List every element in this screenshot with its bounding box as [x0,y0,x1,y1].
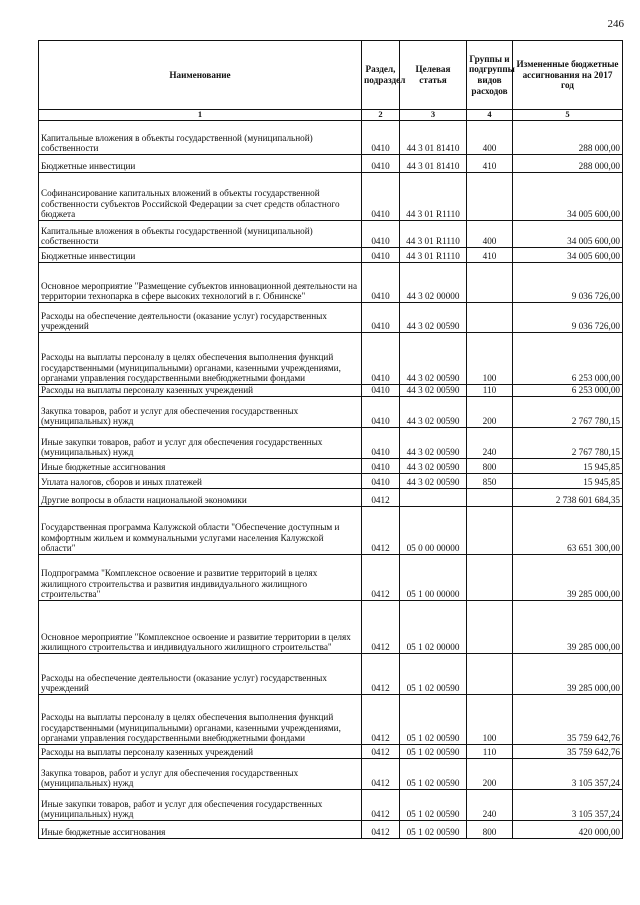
row-target: 44 3 02 00590 [400,385,467,397]
header-target: Целевая статья [400,41,467,110]
row-group: 100 [467,333,513,385]
row-section: 0410 [362,428,400,459]
table-row [39,263,623,303]
table-row [39,303,623,333]
row-section: 0410 [362,303,400,333]
row-amount: 6 253 000,00 [513,385,623,397]
row-group: 850 [467,474,513,489]
row-section: 0410 [362,221,400,248]
header-section: Раздел, подраздел [362,41,400,110]
row-name: Иные закупки товаров, работ и услуг для обеспечения государственных (муниципальных) нужд [39,428,362,459]
table-row [39,121,623,155]
row-group: 400 [467,221,513,248]
header-groups: Группы и подгруппы видов расходов [467,41,513,110]
row-name: Расходы на выплаты персоналу казенных учреждений [39,385,362,397]
row-target: 44 3 02 00590 [400,474,467,489]
row-section: 0412 [362,489,400,507]
row-target: 05 1 02 00590 [400,745,467,759]
row-name: Расходы на выплаты персоналу казенных учреждений [39,745,362,759]
row-name: Расходы на выплаты персоналу в целях обеспечения выполнения функций государственными (муниципальными) органами, казенными учреждениями, органами управления государственными внебюджетными фондами [39,695,362,745]
row-target: 44 3 01 R1110 [400,221,467,248]
row-target: 44 3 01 R1110 [400,173,467,221]
row-target: 05 1 02 00590 [400,790,467,821]
row-section: 0410 [362,155,400,173]
table-row [39,385,623,397]
row-target: 44 3 01 81410 [400,155,467,173]
row-group [467,601,513,654]
row-section: 0410 [362,121,400,155]
row-name: Подпрограмма "Комплексное освоение и развитие территорий в целях жилищного строительства и развития индивидуального жилищного строительства" [39,555,362,601]
row-amount: 9 036 726,00 [513,263,623,303]
row-group [467,489,513,507]
header-name: Наименование [39,41,362,110]
table-row [39,695,623,745]
row-section: 0412 [362,759,400,790]
row-group: 410 [467,155,513,173]
column-number: 3 [400,110,467,121]
row-target: 44 3 02 00590 [400,397,467,428]
row-name: Государственная программа Калужской области "Обеспечение доступным и комфортным жильем и коммунальными услугами населения Калужской области" [39,507,362,555]
row-group: 200 [467,397,513,428]
table-row [39,745,623,759]
row-name: Закупка товаров, работ и услуг для обеспечения государственных (муниципальных) нужд [39,397,362,428]
row-group: 200 [467,759,513,790]
table-header-row [39,41,623,110]
column-number: 5 [513,110,623,121]
page-number: 246 [607,18,624,30]
row-amount: 34 005 600,00 [513,221,623,248]
row-name: Расходы на обеспечение деятельности (оказание услуг) государственных учреждений [39,303,362,333]
row-section: 0410 [362,248,400,263]
row-target: 05 1 02 00590 [400,654,467,695]
column-number: 2 [362,110,400,121]
row-section: 0410 [362,173,400,221]
row-section: 0410 [362,459,400,474]
row-name: Основное мероприятие "Комплексное освоение и развитие территории в целях жилищного строительства и индивидуального жилищного строительства" [39,601,362,654]
row-name: Капитальные вложения в объекты государственной (муниципальной) собственности [39,121,362,155]
row-section: 0412 [362,601,400,654]
table-row [39,601,623,654]
row-amount: 15 945,85 [513,474,623,489]
header-allocations: Измененные бюджетные ассигнования на 2017 год [513,41,623,110]
row-amount: 288 000,00 [513,121,623,155]
row-group: 110 [467,745,513,759]
row-target: 05 1 02 00590 [400,695,467,745]
row-amount: 34 005 600,00 [513,248,623,263]
column-number-row [39,110,623,121]
row-group: 110 [467,385,513,397]
row-amount: 3 105 357,24 [513,790,623,821]
table-row [39,474,623,489]
row-group [467,507,513,555]
row-target: 44 3 02 00590 [400,459,467,474]
row-name: Иные бюджетные ассигнования [39,459,362,474]
table-row [39,790,623,821]
row-amount: 15 945,85 [513,459,623,474]
row-section: 0410 [362,474,400,489]
row-amount: 6 253 000,00 [513,333,623,385]
row-target: 05 1 00 00000 [400,555,467,601]
table-row [39,173,623,221]
row-section: 0410 [362,263,400,303]
table-row [39,507,623,555]
table-row [39,759,623,790]
row-section: 0412 [362,790,400,821]
row-amount: 2 738 601 684,35 [513,489,623,507]
column-number: 1 [39,110,362,121]
table-row [39,428,623,459]
table-row [39,221,623,248]
row-amount: 3 105 357,24 [513,759,623,790]
row-section: 0412 [362,507,400,555]
row-group [467,173,513,221]
row-amount: 39 285 000,00 [513,654,623,695]
row-amount: 35 759 642,76 [513,695,623,745]
row-group [467,555,513,601]
table-row [39,155,623,173]
row-name: Расходы на выплаты персоналу в целях обеспечения выполнения функций государственными (муниципальными) органами, казенными учреждениями, органами управления государственными внебюджетными фондами [39,333,362,385]
row-section: 0412 [362,695,400,745]
row-section: 0412 [362,745,400,759]
row-group: 800 [467,821,513,839]
row-name: Иные закупки товаров, работ и услуг для обеспечения государственных (муниципальных) нужд [39,790,362,821]
row-amount: 420 000,00 [513,821,623,839]
row-amount: 35 759 642,76 [513,745,623,759]
table-row [39,821,623,839]
row-name: Закупка товаров, работ и услуг для обеспечения государственных (муниципальных) нужд [39,759,362,790]
row-amount: 63 651 300,00 [513,507,623,555]
table-row [39,555,623,601]
table-row [39,489,623,507]
column-number: 4 [467,110,513,121]
table-row [39,397,623,428]
row-target: 05 1 02 00590 [400,821,467,839]
row-target: 44 3 02 00590 [400,333,467,385]
row-section: 0412 [362,821,400,839]
row-section: 0410 [362,385,400,397]
row-amount: 34 005 600,00 [513,173,623,221]
budget-table [38,40,623,839]
row-name: Бюджетные инвестиции [39,155,362,173]
row-amount: 2 767 780,15 [513,397,623,428]
row-group: 410 [467,248,513,263]
row-group [467,303,513,333]
row-name: Основное мероприятие "Размещение субъектов инновационной деятельности на территории технопарка в сфере высоких технологий в г. Обнинске" [39,263,362,303]
row-target: 05 1 02 00000 [400,601,467,654]
row-section: 0410 [362,333,400,385]
row-name: Капитальные вложения в объекты государственной (муниципальной) собственности [39,221,362,248]
row-name: Бюджетные инвестиции [39,248,362,263]
row-group: 240 [467,790,513,821]
row-section: 0410 [362,397,400,428]
table-row [39,459,623,474]
table-row [39,248,623,263]
row-section: 0412 [362,654,400,695]
row-target: 44 3 01 81410 [400,121,467,155]
row-target: 44 3 02 00590 [400,428,467,459]
table-row [39,333,623,385]
row-group [467,263,513,303]
row-target: 05 0 00 00000 [400,507,467,555]
row-group: 400 [467,121,513,155]
row-target: 05 1 02 00590 [400,759,467,790]
row-amount: 288 000,00 [513,155,623,173]
row-group: 100 [467,695,513,745]
row-section: 0412 [362,555,400,601]
row-amount: 2 767 780,15 [513,428,623,459]
row-group: 800 [467,459,513,474]
row-group: 240 [467,428,513,459]
row-name: Другие вопросы в области национальной экономики [39,489,362,507]
row-name: Софинансирование капитальных вложений в объекты государственной собственности субъектов Российской Федерации за счет средств областного бюджета [39,173,362,221]
row-target: 44 3 01 R1110 [400,248,467,263]
row-name: Расходы на обеспечение деятельности (оказание услуг) государственных учреждений [39,654,362,695]
row-name: Уплата налогов, сборов и иных платежей [39,474,362,489]
row-group [467,654,513,695]
row-target: 44 3 02 00590 [400,303,467,333]
table-row [39,654,623,695]
row-amount: 39 285 000,00 [513,555,623,601]
row-amount: 39 285 000,00 [513,601,623,654]
row-name: Иные бюджетные ассигнования [39,821,362,839]
row-target: 44 3 02 00000 [400,263,467,303]
row-amount: 9 036 726,00 [513,303,623,333]
row-target [400,489,467,507]
